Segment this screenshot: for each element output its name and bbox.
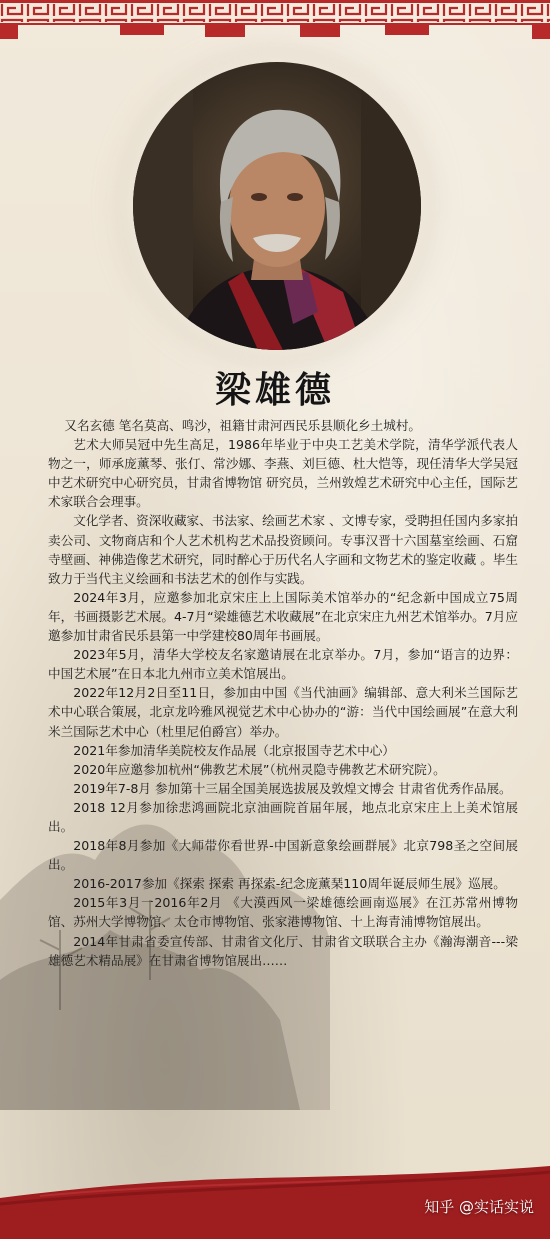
portrait-photo [133, 62, 421, 350]
platform-watermark: 知乎 @实话实说 [424, 1198, 534, 1216]
bio-paragraph: 2021年参加清华美院校友作品展（北京报国寺艺术中心） [73, 742, 395, 758]
bio-paragraph: 2022年12月2日至11日，参加由中国《当代油画》编辑部、意大利米兰国际艺术中心联合策展，北京龙吟雅风视觉艺术中心协办的“游：当代中国绘画展”在意大利米兰国际艺术中心（杜里尼伯爵宫）举办。 [48, 685, 518, 739]
bio-paragraph: 艺术大师吴冠中先生高足，1986年毕业于中央工艺美术学院，清华学派代表人物之一，师承庞薰琴、张仃、常沙娜、李燕、刘巨德、杜大恺等，现任清华大学吴冠中艺术研究中心研究员，甘肃省博物馆 研究员，兰州敦煌艺术研究中心主任，国际艺术家联合会理事。 [48, 437, 518, 510]
top-fret-border [0, 0, 550, 46]
bio-paragraph: 2015年3月一2016年2月 《大漠西风一梁雄德绘画南巡展》在江苏常州博物馆、苏州大学博物馆、太仓市博物馆、张家港博物馆、十上海青浦博物馆展出。 [48, 895, 518, 930]
bio-paragraph: 又名玄德 笔名莫高、鸣沙，祖籍甘肃河西民乐县顺化乡土城村。 [64, 418, 422, 433]
bio-paragraph: 2023年5月，清华大学校友名家邀请展在北京举办。7月，参加“语言的边界：中国艺术展”在日本北九州市立美术馆展出。 [48, 647, 518, 682]
bio-paragraph: 2014年甘肃省委宣传部、甘肃省文化厅、甘肃省文联联合主办《瀚海潮音---梁雄德艺术精品展》在甘肃省博物馆展出…… [48, 933, 518, 968]
bio-paragraph: 2020年应邀参加杭州“佛教艺术展”（杭州灵隐寺佛教艺术研究院）。 [73, 761, 446, 777]
biography-text [48, 416, 518, 970]
bio-paragraph: 2019年7-8月 参加第十三届全国美展选拔展及敦煌文博会 甘肃省优秀作品展。 [73, 780, 512, 796]
person-name-title: 梁雄德 [214, 369, 335, 411]
bio-paragraph: 2024年3月，应邀参加北京宋庄上上国际美术馆举办的“纪念新中国成立75周年，书画摄影艺术展。4-7月“梁雄德艺术收藏展”在北京宋庄九州艺术馆举办。7月应邀参加甘肃省民乐县第一中学建校80周年书画展。 [48, 589, 518, 644]
bio-paragraph: 2016-2017参加《探索 探索 再探索-纪念庞薰琹110周年诞辰师生展》巡展。 [73, 876, 506, 892]
bio-paragraph: 2018年8月参加《大师带你看世界-中国新意象绘画群展》北京798圣之空间展出。 [48, 838, 518, 873]
bio-paragraph: 2018 12月参加徐悲鸿画院北京油画院首届年展，地点北京宋庄上上美术馆展出。 [48, 799, 518, 834]
bio-paragraph: 文化学者、资深收藏家、书法家、绘画艺术家 、文博专家，受聘担任国内多家拍卖公司、文物商店和个人艺术机构艺术品投资顾问。专事汉晋十六国墓室绘画、石窟寺壁画、神佛造像艺术研究，同时醉心于历代名人字画和文物艺术的鉴定收藏 。毕生致力于当代主义绘画和书法艺术的创作与实践。 [48, 513, 518, 586]
